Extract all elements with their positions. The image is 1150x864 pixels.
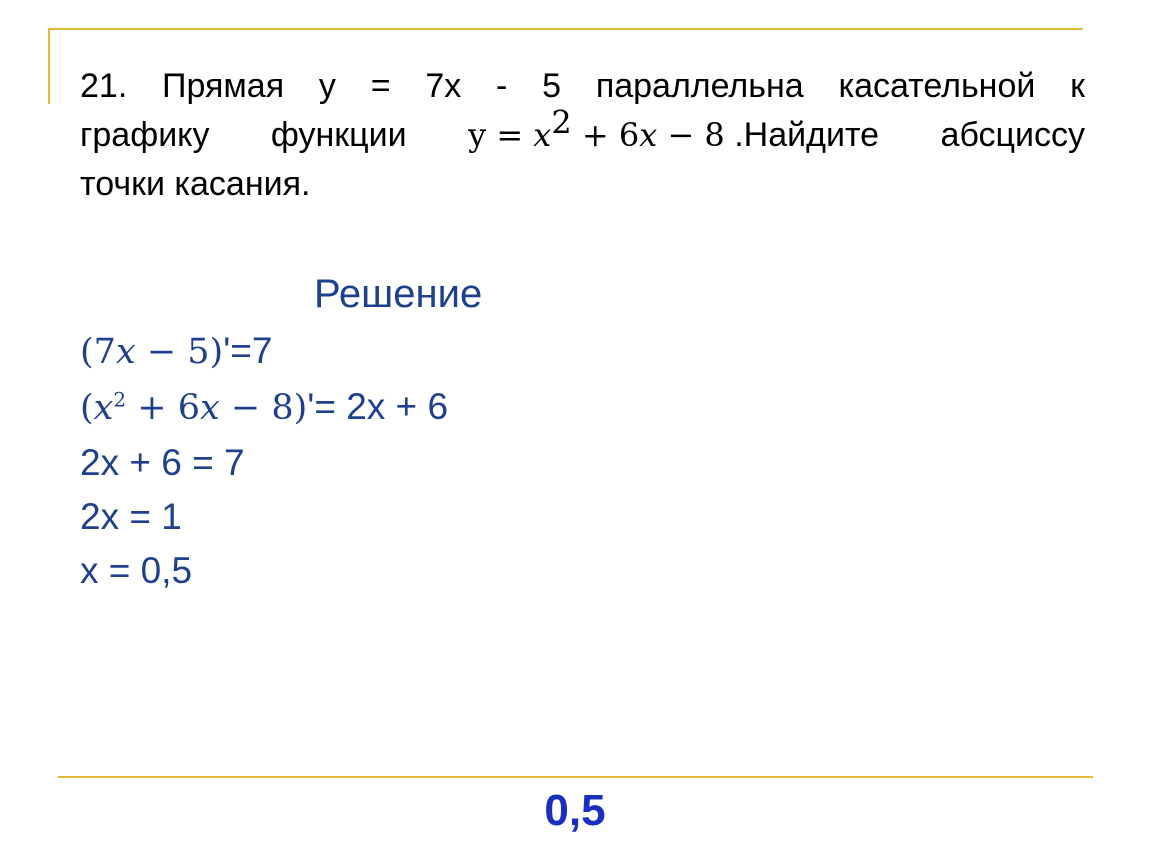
left-divider bbox=[48, 28, 50, 104]
problem-line-3: точки касания. bbox=[80, 165, 311, 203]
solution-step-5: x = 0,5 bbox=[80, 550, 193, 591]
solution-title: Решение bbox=[314, 272, 483, 316]
solution-step-2: $(x^2 + 6x - 8)'= 2x + 6$ bbox=[80, 386, 449, 428]
problem-word-abstsissu: абсциссу bbox=[940, 116, 1085, 154]
solution-step-1: (7x − 5)'=7 bbox=[80, 330, 273, 372]
problem-word-grafiku: графику bbox=[80, 116, 210, 154]
problem-line-1: 21. Прямая y = 7x - 5 параллельна касательной к bbox=[80, 67, 1085, 105]
problem-line-2 bbox=[80, 103, 1085, 160]
bottom-divider bbox=[58, 776, 1093, 778]
top-divider bbox=[48, 28, 1083, 30]
problem-word-funktsii: функции bbox=[270, 116, 407, 154]
answer: 0,5 bbox=[544, 786, 606, 835]
problem-statement bbox=[80, 62, 1085, 209]
problem-word-naidite: .Найдите bbox=[734, 116, 880, 154]
solution-step-3: 2x + 6 = 7 bbox=[80, 442, 245, 483]
problem-formula: $y = x^2 + 6x - 8$ .Найдите bbox=[468, 103, 880, 154]
solution-step-4: 2x = 1 bbox=[80, 496, 182, 537]
